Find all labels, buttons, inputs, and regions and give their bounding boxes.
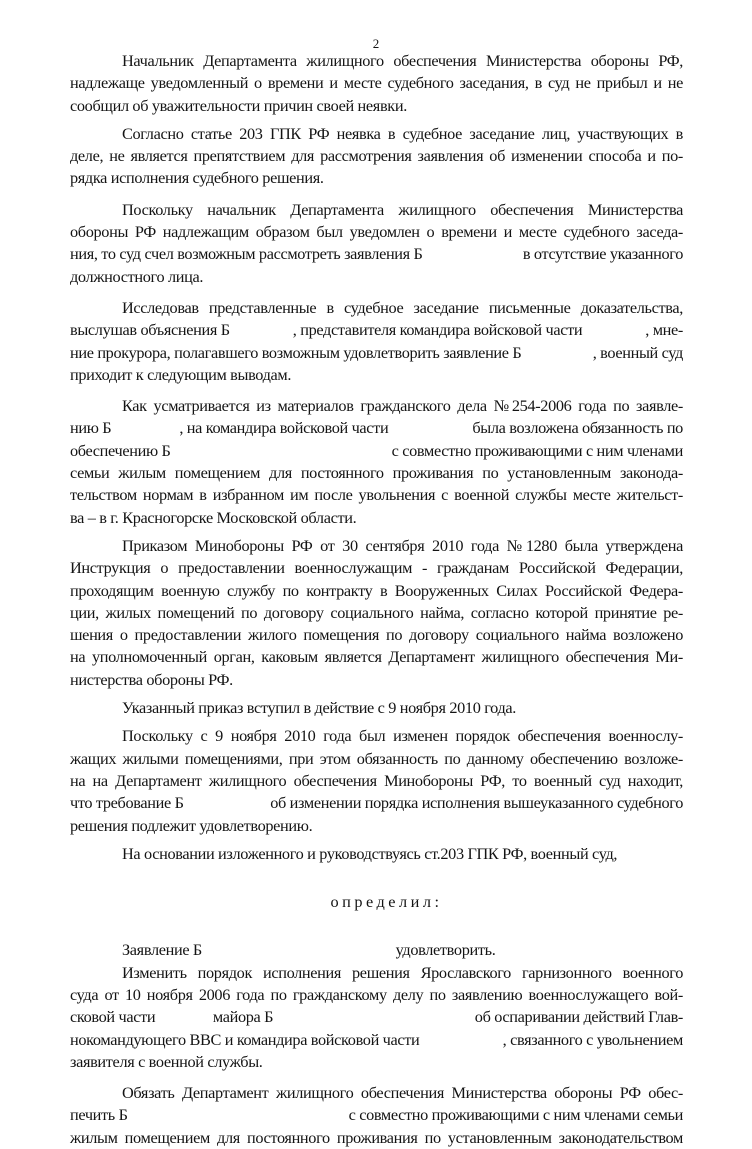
paragraph-order-1280 [70,535,683,691]
text-line: ва – в г. Красногорске Московской области. [70,507,357,527]
text-line-redacted [70,792,683,814]
paragraph-article-203 [70,123,683,190]
text-segment: , военный суд [592,342,683,362]
text-line: Указанный приказ вступил в действие с 9 ноября 2010 года. [122,698,516,718]
text-line: на на Департамент жилищного обеспечения Минобороны РФ, то военный суд находит, [70,770,683,790]
paragraph-case-254-2006 [70,395,683,529]
text-line-redacted [70,243,683,265]
text-line: семьи жилым помещением для постоянного проживания по установленным законода- [70,463,683,483]
text-segment: что требование Б [70,793,184,813]
text-segment: с совместно проживающими с ним членами семьи [348,1105,683,1125]
text-segment: майора Б [212,1007,274,1027]
ruling-heading: определил: [330,892,443,912]
text-line: Обязать Департамент жилищного обеспечения Министерства обороны РФ обес- [122,1083,683,1103]
text-line: Поскольку начальник Департамента жилищного обеспечения Министерства [122,199,683,219]
text-segment: Заявление Б [122,940,202,960]
paragraph-order-effective [70,697,683,719]
text-segment: была возложена обязанность по [472,418,683,438]
text-line: проходящим военную службу по контракту в Вооруженных Силах Российской Федера- [70,580,683,600]
text-segment: в отсутствие указанного [522,244,683,264]
text-segment: , связанного с увольнением [502,1029,683,1049]
text-line: заявителя с военной службы. [70,1051,263,1071]
text-line: решения подлежит удовлетворению. [70,815,313,835]
document-body [70,50,683,1149]
text-line-redacted [70,417,683,439]
text-segment: сковой части [70,1007,156,1027]
text-line: Исследовав представленные в судебное заседание письменные доказательства, [122,297,683,317]
text-line: рядка исполнения судебного решения. [70,168,324,188]
text-line: тельством нормам в избранном им после увольнения с военной службы месте жительст- [70,485,683,505]
text-line: жилым помещением для постоянного проживания по установленным законодательством [70,1127,683,1147]
text-segment: обеспечению Б [70,440,171,460]
text-line-redacted [70,1104,683,1126]
text-segment: об оспаривании действий Глав- [474,1007,683,1027]
text-line: надлежаще уведомленный о времени и месте судебного заседания, в суд не прибыл и не [70,73,683,93]
text-line: Приказом Минобороны РФ от 30 сентября 2010 года №1280 была утверждена [122,535,683,555]
text-line: должностного лица. [70,266,204,286]
text-line: Согласно статье 203 ГПК РФ неявка в судебное заседание лиц, участвующих в [122,123,683,143]
text-line: нистерства обороны РФ. [70,669,233,689]
text-segment: об изменении порядка исполнения вышеуказанного судебного [270,793,683,813]
text-line: приходит к следующим выводам. [70,364,292,384]
text-segment: нокомандующего ВВС и командира войсковой части [70,1029,420,1049]
text-line-redacted [70,1029,683,1051]
text-line: суда от 10 ноября 2006 года по гражданскому делу по заявлению военнослужащего вой- [70,984,683,1004]
text-line: сообщил об уважительности причин своей неявки. [70,95,407,115]
text-line-redacted [70,1006,683,1028]
text-line: деле, не является препятствием для рассмотрения заявления об изменении способа и по- [70,146,683,166]
paragraph-legal-basis [70,843,683,865]
text-line: Изменить порядок исполнения решения Ярославского гарнизонного военного [122,962,683,982]
text-segment: , мне- [645,320,683,340]
text-segment: , на командира войсковой части [179,418,389,438]
text-line: Как усматривается из материалов гражданского дела №254-2006 года по заявле- [122,396,683,416]
ruling-oblige-department [70,1082,683,1149]
text-line: шения о предоставлении жилого помещения по договору социального найма возложено [70,625,683,645]
text-line: Поскольку с 9 ноября 2010 года был изменен порядок обеспечения военнослу- [122,726,683,746]
text-line: на уполномоченный орган, каковым является Департамент жилищного обеспечения Ми- [70,647,683,667]
text-segment: выслушав объяснения Б [70,320,230,340]
ruling-change-execution-order [70,962,683,1073]
text-segment: ния, то суд счел возможным рассмотреть заявления Б [70,244,423,264]
paragraph-non-appearance-notice [70,50,683,117]
paragraph-court-decision-absence [70,199,683,288]
text-line: жащих жилыми помещениями, при этом обязанность по данному обеспечению возложе- [70,748,683,768]
text-line: обороны РФ надлежащим образом был уведомлен о времени и месте судебного заседа- [70,222,683,242]
text-segment: , представителя командира войсковой части [292,320,583,340]
paragraph-evidence-review [70,297,683,386]
text-line: ции, жилых помещений по договору социального найма, согласно которой принятие ре- [70,602,683,622]
text-segment: нию Б [70,418,112,438]
text-segment: печить Б [70,1105,128,1125]
text-segment: удовлетворить. [395,940,496,960]
ruling-grant-application [70,939,683,961]
text-line-redacted [70,342,683,364]
text-line-redacted [70,319,683,341]
page-number: 2 [372,36,380,51]
text-line: На основании изложенного и руководствуясь ст.203 ГПК РФ, военный суд, [122,843,618,863]
text-segment: с совместно проживающими с ним членами [391,440,683,460]
text-segment: ние прокурора, полагавшего возможным удовлетворить заявление Б [70,342,522,362]
text-line-redacted [70,939,683,961]
paragraph-court-finding [70,725,683,836]
text-line: Начальник Департамента жилищного обеспечения Министерства обороны РФ, [122,51,683,70]
text-line-redacted [70,440,683,462]
text-line: Инструкция о предоставлении военнослужащим - гражданам Российской Федерации, [70,558,683,578]
